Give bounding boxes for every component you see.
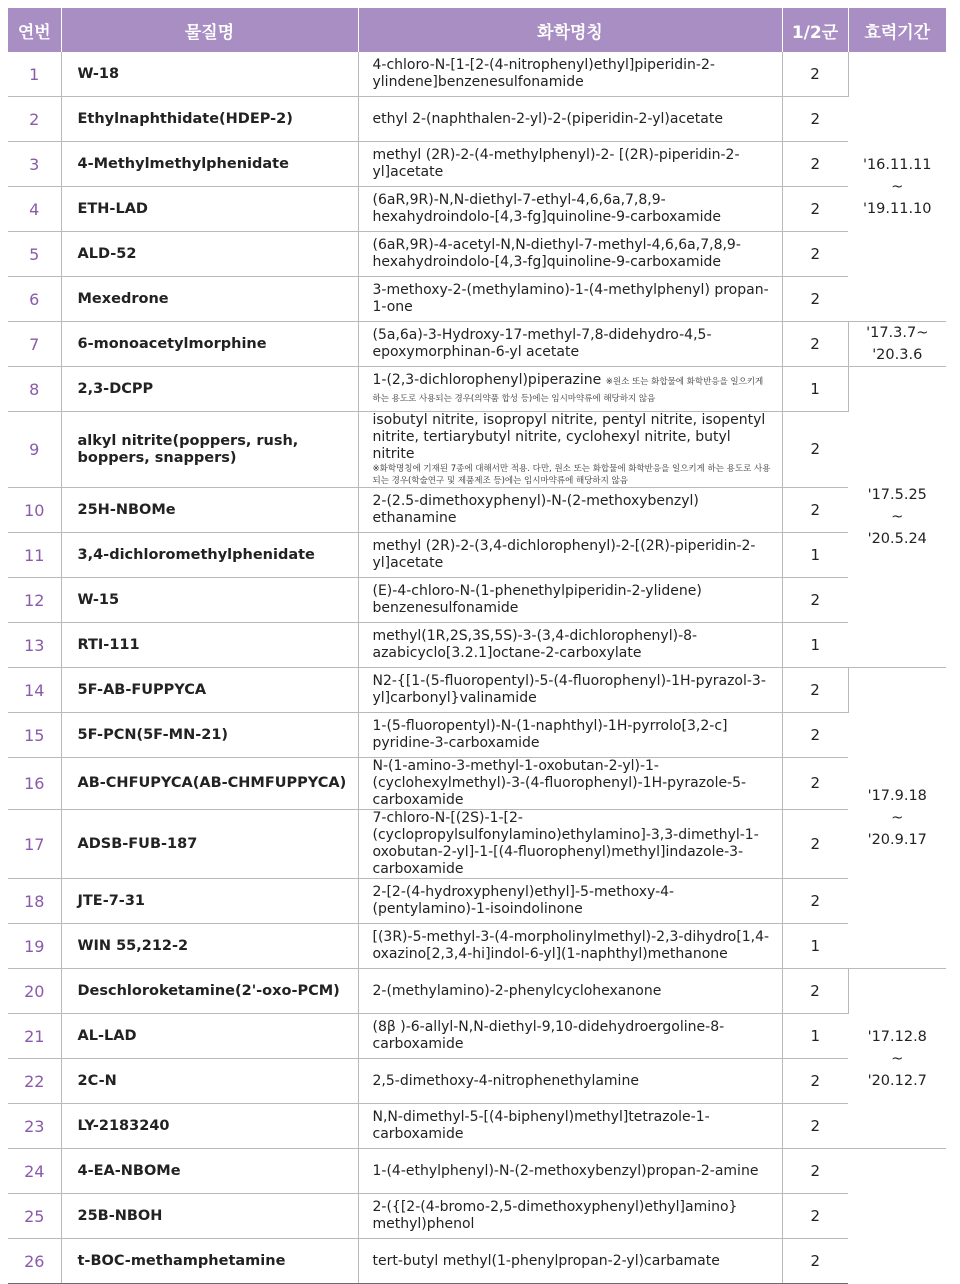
substance-name: 6-monoacetylmorphine — [61, 322, 358, 367]
substance-name: 4-EA-NBOMe — [61, 1149, 358, 1194]
row-number: 16 — [8, 758, 61, 810]
chemical-name-cell — [358, 1059, 782, 1104]
table-row — [8, 1059, 946, 1104]
chemical-name-cell — [358, 1239, 782, 1284]
chemical-name: 2,5-dimethoxy-4-nitrophenethylamine — [372, 1072, 639, 1089]
substance-name: JTE-7-31 — [61, 879, 358, 924]
effective-period — [848, 52, 946, 322]
row-number: 10 — [8, 488, 61, 533]
row-number: 17 — [8, 810, 61, 879]
period-sep: ~ — [891, 810, 904, 826]
chemical-name-cell — [358, 578, 782, 623]
substance-name: W-18 — [61, 52, 358, 97]
regulation-table-container — [8, 8, 946, 1284]
table-body — [8, 52, 946, 1284]
schedule-group: 1 — [782, 533, 848, 578]
chemical-name-cell — [358, 1104, 782, 1149]
row-number: 4 — [8, 187, 61, 232]
chemical-name-cell — [358, 969, 782, 1014]
schedule-group: 2 — [782, 1059, 848, 1104]
chemical-note: ※화학명칭에 기재된 7종에 대해서만 적용. 다만, 원소 또는 화합물에 화학반응을 일으키게 하는 용도로 사용되는 경우(학술연구 및 제품제조 등)에는 임시마약류에 해당하지 않음 — [372, 464, 771, 486]
chemical-name: 7-chloro-N-[(2S)-1-[2-(cyclopropylsulfonylamino)ethylamino]-3,3-dimethyl-1-oxobutan-2-yl]-1-[(4-fluorophenyl)methyl]indazole-3-carboxamide — [372, 810, 759, 877]
effective-period — [848, 367, 946, 668]
effective-period — [848, 668, 946, 969]
table-row — [8, 277, 946, 322]
schedule-group: 1 — [782, 924, 848, 969]
schedule-group: 2 — [782, 969, 848, 1014]
schedule-group: 2 — [782, 1239, 848, 1284]
period-start: '17.9.18 — [867, 788, 927, 804]
schedule-group: 1 — [782, 623, 848, 668]
chemical-name-cell — [358, 1149, 782, 1194]
period-sep: ~ — [891, 1050, 904, 1067]
chemical-name: tert-butyl methyl(1-phenylpropan-2-yl)carbamate — [372, 1252, 720, 1269]
schedule-group: 2 — [782, 1194, 848, 1239]
schedule-group: 2 — [782, 1104, 848, 1149]
table-row — [8, 879, 946, 924]
period-end: '20.5.24 — [867, 531, 927, 547]
table-row — [8, 1194, 946, 1239]
substance-name: 25H-NBOMe — [61, 488, 358, 533]
chemical-note: ※원소 또는 화합물에 화학반응을 일으키게 하는 용도로 사용되는 경우(의약품 합성 등)에는 임시마약류에 해당하지 않음 — [372, 377, 764, 404]
chemical-name-cell — [358, 668, 782, 713]
chemical-name: [(3R)-5-methyl-3-(4-morpholinylmethyl)-2,3-dihydro[1,4-oxazino[2,3,4-hi]indol-6-yl](1-naphthyl)methanone — [372, 929, 770, 962]
table-row — [8, 142, 946, 187]
effective-period — [848, 322, 946, 367]
table-row — [8, 713, 946, 758]
header-no: 연번 — [8, 8, 61, 52]
schedule-group: 2 — [782, 52, 848, 97]
substance-name: 3,4-dichloromethylphenidate — [61, 533, 358, 578]
row-number: 24 — [8, 1149, 61, 1194]
table-row — [8, 810, 946, 879]
chemical-name: methyl (2R)-2-(4-methylphenyl)-2- [(2R)-piperidin-2-yl]acetate — [372, 147, 740, 180]
schedule-group: 2 — [782, 810, 848, 879]
chemical-name: 2-[2-(4-hydroxyphenyl)ethyl]-5-methoxy-4-(pentylamino)-1-isoindolinone — [372, 884, 675, 917]
table-row — [8, 533, 946, 578]
schedule-group: 2 — [782, 758, 848, 810]
row-number: 22 — [8, 1059, 61, 1104]
chemical-name-cell — [358, 187, 782, 232]
chemical-name-cell — [358, 758, 782, 810]
table-row — [8, 488, 946, 533]
row-number: 23 — [8, 1104, 61, 1149]
table-row — [8, 668, 946, 713]
substance-name: W-15 — [61, 578, 358, 623]
chemical-name: (6aR,9R)-4-acetyl-N,N-diethyl-7-methyl-4,6,6a,7,8,9-hexahydroindolo-[4,3-fg]quinoline-9-carboxamide — [372, 237, 741, 270]
period-start: '17.12.8 — [867, 1028, 927, 1045]
row-number: 3 — [8, 142, 61, 187]
chemical-name-cell — [358, 533, 782, 578]
substance-name: ADSB-FUB-187 — [61, 810, 358, 879]
substance-name: RTI-111 — [61, 623, 358, 668]
period-sep: ~ — [891, 178, 904, 195]
row-number: 6 — [8, 277, 61, 322]
period-start: '16.11.11 — [862, 156, 932, 173]
chemical-name: N2-{[1-(5-fluoropentyl)-5-(4-fluorophenyl)-1H-pyrazol-3-yl]carbonyl}valinamide — [372, 673, 766, 706]
substance-name: LY-2183240 — [61, 1104, 358, 1149]
header-effective-period: 효력기간 — [848, 8, 946, 52]
chemical-name: (E)-4-chloro-N-(1-phenethylpiperidin-2-ylidene) benzenesulfonamide — [372, 583, 702, 616]
substance-name: 5F-AB-FUPPYCA — [61, 668, 358, 713]
substance-name: alkyl nitrite(poppers, rush, boppers, snappers) — [61, 412, 358, 488]
chemical-name-cell — [358, 879, 782, 924]
chemical-name-cell — [358, 1194, 782, 1239]
table-row — [8, 97, 946, 142]
row-number: 15 — [8, 713, 61, 758]
chemical-name: methyl (2R)-2-(3,4-dichlorophenyl)-2-[(2R)-piperidin-2-yl]acetate — [372, 538, 756, 571]
table-row — [8, 1014, 946, 1059]
chemical-name-cell — [358, 713, 782, 758]
header-group: 1/2군 — [782, 8, 848, 52]
substance-name: 2,3-DCPP — [61, 367, 358, 412]
row-number: 21 — [8, 1014, 61, 1059]
row-number: 25 — [8, 1194, 61, 1239]
schedule-group: 2 — [782, 1149, 848, 1194]
header-substance-name: 물질명 — [61, 8, 358, 52]
substance-name: t-BOC-methamphetamine — [61, 1239, 358, 1284]
period-start: '17.5.25 — [867, 487, 927, 503]
schedule-group: 2 — [782, 488, 848, 533]
schedule-group: 2 — [782, 713, 848, 758]
schedule-group: 2 — [782, 668, 848, 713]
chemical-name: N,N-dimethyl-5-[(4-biphenyl)methyl]tetrazole-1-carboxamide — [372, 1109, 710, 1142]
table-row — [8, 969, 946, 1014]
period-end: '20.12.7 — [867, 1072, 927, 1089]
chemical-name-cell — [358, 924, 782, 969]
chemical-name-cell — [358, 277, 782, 322]
chemical-name-cell — [358, 810, 782, 879]
schedule-group: 2 — [782, 187, 848, 232]
table-row — [8, 924, 946, 969]
schedule-group: 2 — [782, 232, 848, 277]
chemical-name: (6aR,9R)-N,N-diethyl-7-ethyl-4,6,6a,7,8,9-hexahydroindolo-[4,3-fg]quinoline-9-carboxamide — [372, 192, 722, 225]
row-number: 7 — [8, 322, 61, 367]
schedule-group: 2 — [782, 412, 848, 488]
substance-name: Mexedrone — [61, 277, 358, 322]
chemical-name: ethyl 2-(naphthalen-2-yl)-2-(piperidin-2-yl)acetate — [372, 110, 723, 127]
schedule-group: 2 — [782, 277, 848, 322]
substance-name: 5F-PCN(5F-MN-21) — [61, 713, 358, 758]
schedule-group: 2 — [782, 142, 848, 187]
table-row — [8, 1104, 946, 1149]
substance-name: Deschloroketamine(2'-oxo-PCM) — [61, 969, 358, 1014]
chemical-name: (8β )-6-allyl-N,N-diethyl-9,10-didehydroergoline-8-carboxamide — [372, 1019, 725, 1052]
chemical-name-cell — [358, 97, 782, 142]
period-sep: ~ — [891, 509, 904, 525]
substance-name: Ethylnaphthidate(HDEP-2) — [61, 97, 358, 142]
effective-period — [848, 969, 946, 1149]
table-row — [8, 578, 946, 623]
chemical-name-cell — [358, 488, 782, 533]
row-number: 2 — [8, 97, 61, 142]
substance-name: AB-CHFUPYCA(AB-CHMFUPPYCA) — [61, 758, 358, 810]
substance-name: 25B-NBOH — [61, 1194, 358, 1239]
schedule-group: 1 — [782, 1014, 848, 1059]
chemical-name: 2-(2.5-dimethoxyphenyl)-N-(2-methoxybenzyl) ethanamine — [372, 493, 699, 526]
table-row — [8, 367, 946, 412]
table-row — [8, 1149, 946, 1194]
chemical-name: methyl(1R,2S,3S,5S)-3-(3,4-dichlorophenyl)-8-azabicyclo[3.2.1]octane-2-carboxylate — [372, 628, 698, 661]
table-row — [8, 187, 946, 232]
substance-name: WIN 55,212-2 — [61, 924, 358, 969]
substance-name: AL-LAD — [61, 1014, 358, 1059]
substance-name: 2C-N — [61, 1059, 358, 1104]
schedule-group: 2 — [782, 879, 848, 924]
chemical-name: 4-chloro-N-[1-[2-(4-nitrophenyl)ethyl]piperidin-2-ylindene]benzenesulfonamide — [372, 57, 715, 90]
chemical-name-cell — [358, 322, 782, 367]
temporary-narcotics-table — [8, 8, 946, 1284]
table-row — [8, 322, 946, 367]
row-number: 5 — [8, 232, 61, 277]
row-number: 12 — [8, 578, 61, 623]
row-number: 1 — [8, 52, 61, 97]
chemical-name: 1-(2,3-dichlorophenyl)piperazine — [372, 372, 602, 388]
row-number: 14 — [8, 668, 61, 713]
table-row — [8, 232, 946, 277]
chemical-name: 1-(4-ethylphenyl)-N-(2-methoxybenzyl)propan-2-amine — [372, 1162, 759, 1179]
schedule-group: 2 — [782, 322, 848, 367]
table-row — [8, 623, 946, 668]
row-number: 13 — [8, 623, 61, 668]
chemical-name: 1-(5-fluoropentyl)-N-(1-naphthyl)-1H-pyrrolo[3,2-c] pyridine-3-carboxamide — [372, 718, 728, 751]
chemical-name: isobutyl nitrite, isopropyl nitrite, pentyl nitrite, isopentyl nitrite, tertiarybutyl nitrite, cyclohexyl nitrite, butyl nitrite — [372, 412, 766, 462]
table-row — [8, 412, 946, 488]
chemical-name-cell — [358, 232, 782, 277]
chemical-name: (5a,6a)-3-Hydroxy-17-methyl-7,8-didehydro-4,5-epoxymorphinan-6-yl acetate — [372, 327, 712, 360]
header-chemical-name: 화학명칭 — [358, 8, 782, 52]
row-number: 20 — [8, 969, 61, 1014]
chemical-name-cell — [358, 52, 782, 97]
chemical-name: 2-(methylamino)-2-phenylcyclohexanone — [372, 982, 662, 999]
period-end: '20.3.6 — [872, 347, 923, 363]
chemical-name-cell — [358, 367, 782, 412]
table-row — [8, 52, 946, 97]
table-row — [8, 1239, 946, 1284]
substance-name: 4-Methylmethylphenidate — [61, 142, 358, 187]
substance-name: ALD-52 — [61, 232, 358, 277]
period-end: '19.11.10 — [862, 200, 932, 217]
chemical-name-cell — [358, 623, 782, 668]
table-row — [8, 758, 946, 810]
row-number: 9 — [8, 412, 61, 488]
chemical-name: 3-methoxy-2-(methylamino)-1-(4-methylphenyl) propan-1-one — [372, 282, 769, 315]
chemical-name-cell — [358, 412, 782, 488]
row-number: 26 — [8, 1239, 61, 1284]
schedule-group: 2 — [782, 578, 848, 623]
row-number: 18 — [8, 879, 61, 924]
row-number: 11 — [8, 533, 61, 578]
period-end: '20.9.17 — [867, 832, 927, 848]
chemical-name: 2-({[2-(4-bromo-2,5-dimethoxyphenyl)ethyl]amino} methyl)phenol — [372, 1199, 738, 1232]
header-row — [8, 8, 946, 52]
substance-name: ETH-LAD — [61, 187, 358, 232]
schedule-group: 1 — [782, 367, 848, 412]
chemical-name: N-(1-amino-3-methyl-1-oxobutan-2-yl)-1-(cyclohexylmethyl)-3-(4-fluorophenyl)-1H-pyrazole-5-carboxamide — [372, 758, 747, 808]
chemical-name-cell — [358, 1014, 782, 1059]
row-number: 19 — [8, 924, 61, 969]
chemical-name-cell — [358, 142, 782, 187]
row-number: 8 — [8, 367, 61, 412]
schedule-group: 2 — [782, 97, 848, 142]
period-start: '17.3.7~ — [866, 325, 929, 341]
